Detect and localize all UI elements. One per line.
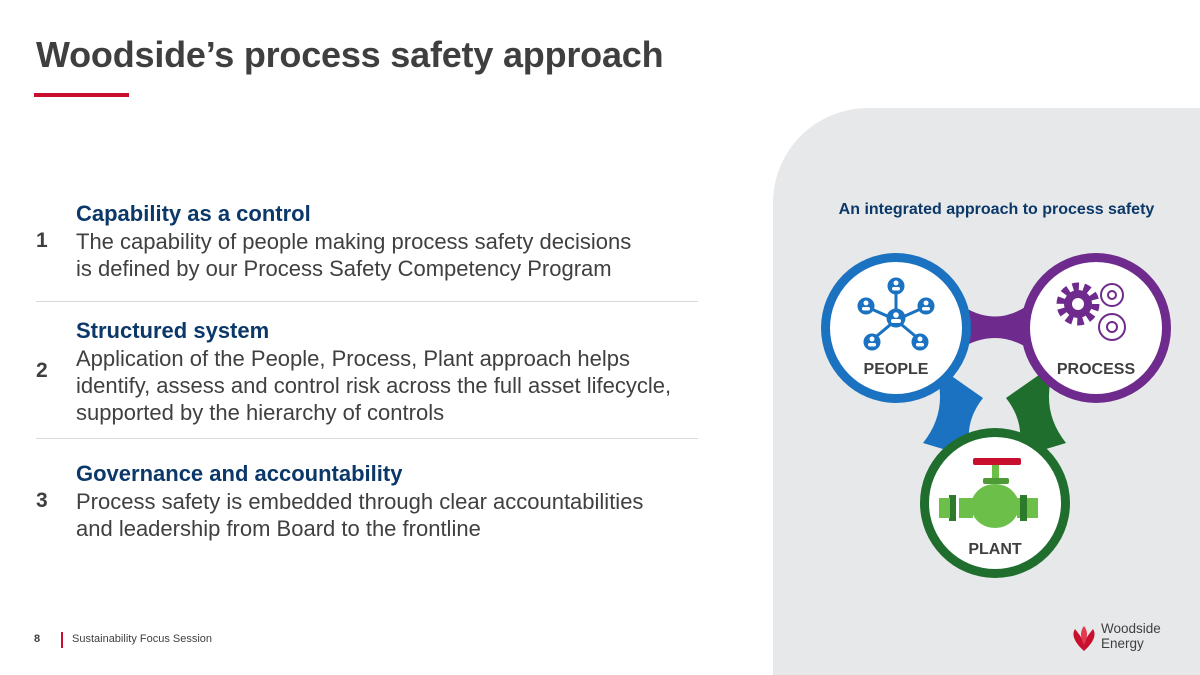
logo-line: Woodside xyxy=(1101,621,1161,636)
item-body-line: The capability of people making process safety decisions xyxy=(76,229,632,254)
item-body-line: is defined by our Process Safety Competency Program xyxy=(76,256,612,281)
title-underline xyxy=(34,93,129,97)
item-body xyxy=(76,345,716,426)
item-body-line: identify, assess and control risk across the full asset lifecycle, xyxy=(76,373,672,398)
page-title: Woodside’s process safety approach xyxy=(36,34,664,75)
plant-node xyxy=(920,428,1070,578)
item-heading: Capability as a control xyxy=(76,201,311,226)
item-body xyxy=(76,488,716,542)
woodside-flower-icon xyxy=(1069,623,1099,653)
item-number: 3 xyxy=(36,489,48,512)
item-body-line: and leadership from Board to the frontline xyxy=(76,516,481,541)
item-body-line: Process safety is embedded through clear accountabilities xyxy=(76,489,644,514)
people-node xyxy=(821,253,971,403)
logo-text xyxy=(1101,621,1161,651)
diagram-panel xyxy=(773,108,1200,675)
item-body-line: supported by the hierarchy of controls xyxy=(76,400,445,425)
woodside-logo xyxy=(1069,621,1169,657)
item-heading: Structured system xyxy=(76,318,270,343)
page-number: 8 xyxy=(34,633,41,645)
item-body xyxy=(76,228,716,282)
footer-text: Sustainability Focus Session xyxy=(72,633,213,645)
process-node xyxy=(1021,253,1171,403)
plant-label: PLANT xyxy=(968,541,1022,558)
footer-divider xyxy=(61,632,63,648)
people-label: PEOPLE xyxy=(863,361,929,378)
item-number: 1 xyxy=(36,229,48,252)
logo-line: Energy xyxy=(1101,636,1144,651)
divider xyxy=(36,438,698,439)
item-body-line: Application of the People, Process, Plant approach helps xyxy=(76,346,631,371)
diagram-title: An integrated approach to process safety xyxy=(838,201,1155,218)
item-heading: Governance and accountability xyxy=(76,461,403,486)
divider xyxy=(36,301,698,302)
process-label: PROCESS xyxy=(1056,361,1136,378)
people-process-plant-diagram xyxy=(773,108,1200,675)
item-number: 2 xyxy=(36,359,48,382)
